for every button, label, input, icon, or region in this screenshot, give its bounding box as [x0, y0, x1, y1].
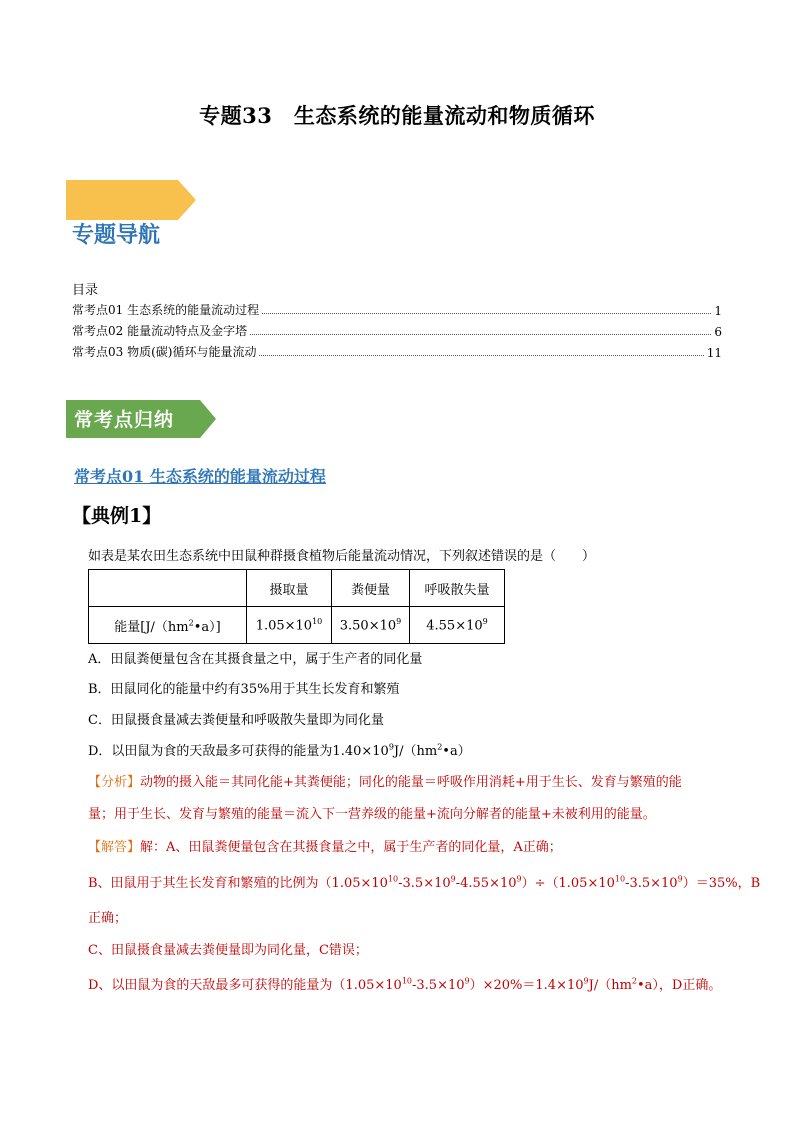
toc-item-label: 常考点03 物质(碳)循环与能量流动 — [72, 345, 257, 359]
toc-item-page: 6 — [714, 325, 722, 339]
option-c: C．田鼠摄食量减去粪便量和呼吸散失量即为同化量 — [88, 713, 384, 728]
table-row — [89, 607, 505, 644]
table-header-cell: 呼吸散失量 — [410, 570, 505, 607]
page-title: 专题33 生态系统的能量流动和物质循环 — [199, 103, 595, 128]
table-cell: $1.05\times 10^{10}$ — [247, 607, 332, 644]
toc-item[interactable] — [72, 300, 722, 318]
answer-a: 【解答】解：A、田鼠粪便量包含在其摄食量之中，属于生产者的同化量，A正确； — [88, 840, 562, 855]
example-label: 【典例1】 — [72, 505, 162, 527]
table-header-cell — [89, 570, 247, 607]
toc-leader-dots — [262, 313, 711, 314]
analysis-line-2: 量；用于生长、发育与繁殖的能量＝流入下一营养级的能量+流向分解者的能量+未被利用的能量。 — [88, 807, 656, 822]
summary-banner-label: 常考点归纳 — [74, 409, 175, 431]
answer-d: D、以田鼠为食的天敌最多可获得的能量为$(1.05\times 10^{10}-3.5\times 10^9)\times 20\%=1.4\times 10^9J/(hm^2•a)$，D正确。 — [88, 976, 722, 993]
toc-item-page: 1 — [714, 304, 722, 318]
toc-item-page: 11 — [706, 346, 722, 360]
toc-leader-dots — [259, 355, 703, 356]
section-title: 常考点01 生态系统的能量流动过程 — [74, 467, 326, 486]
toc-item[interactable] — [72, 321, 722, 339]
energy-table — [88, 569, 505, 644]
nav-banner-label: 专题导航 — [72, 222, 161, 248]
question-text: 如表是某农田生态系统中田鼠种群摄食植物后能量流动情况，下列叙述错误的是（ ） — [88, 549, 596, 564]
toc-item-label: 常考点01 生态系统的能量流动过程 — [72, 303, 260, 317]
answer-b: B、田鼠用于其生长发育和繁殖的比例为$(1.05\times 10^{10}-3.5\times 10^9-4.55\times 10^9)\div(1.05\times 10^{10}-3.5\times 10^9)=35\%$，B — [88, 874, 761, 891]
toc-heading: 目录 — [72, 283, 99, 298]
table-header-cell: 摄取量 — [247, 570, 332, 607]
table-header-row — [89, 570, 505, 607]
toc-leader-dots — [250, 334, 711, 335]
table-header-cell: 粪便量 — [332, 570, 410, 607]
answer-b-cont: 正确； — [88, 911, 128, 926]
option-b: B．田鼠同化的能量中约有35%用于其生长发育和繁殖 — [88, 682, 400, 697]
option-a: A．田鼠粪便量包含在其摄食量之中，属于生产者的同化量 — [88, 652, 423, 667]
table-cell: $4.55\times 10^9$ — [410, 607, 505, 644]
table-cell: $3.50\times 10^9$ — [332, 607, 410, 644]
analysis-tag: 【分析】 — [88, 775, 141, 790]
analysis-line-1: 【分析】动物的摄入能＝其同化能+其粪便能；同化的能量＝呼吸作用消耗+用于生长、发育与繁殖的能 — [88, 775, 682, 790]
option-d: D．以田鼠为食的天敌最多可获得的能量为$1.40\times 10^9J/(hm^2•a)$ — [88, 742, 471, 759]
nav-banner-shape — [66, 180, 196, 220]
toc-item-label: 常考点02 能量流动特点及金字塔 — [72, 324, 248, 338]
table-row-label: 能量$[J/(hm^2•a)]$ — [89, 607, 247, 644]
answer-c: C、田鼠摄食量减去粪便量即为同化量，C错误； — [88, 943, 368, 958]
toc-item[interactable] — [72, 342, 722, 360]
answer-tag: 【解答】 — [88, 840, 141, 855]
